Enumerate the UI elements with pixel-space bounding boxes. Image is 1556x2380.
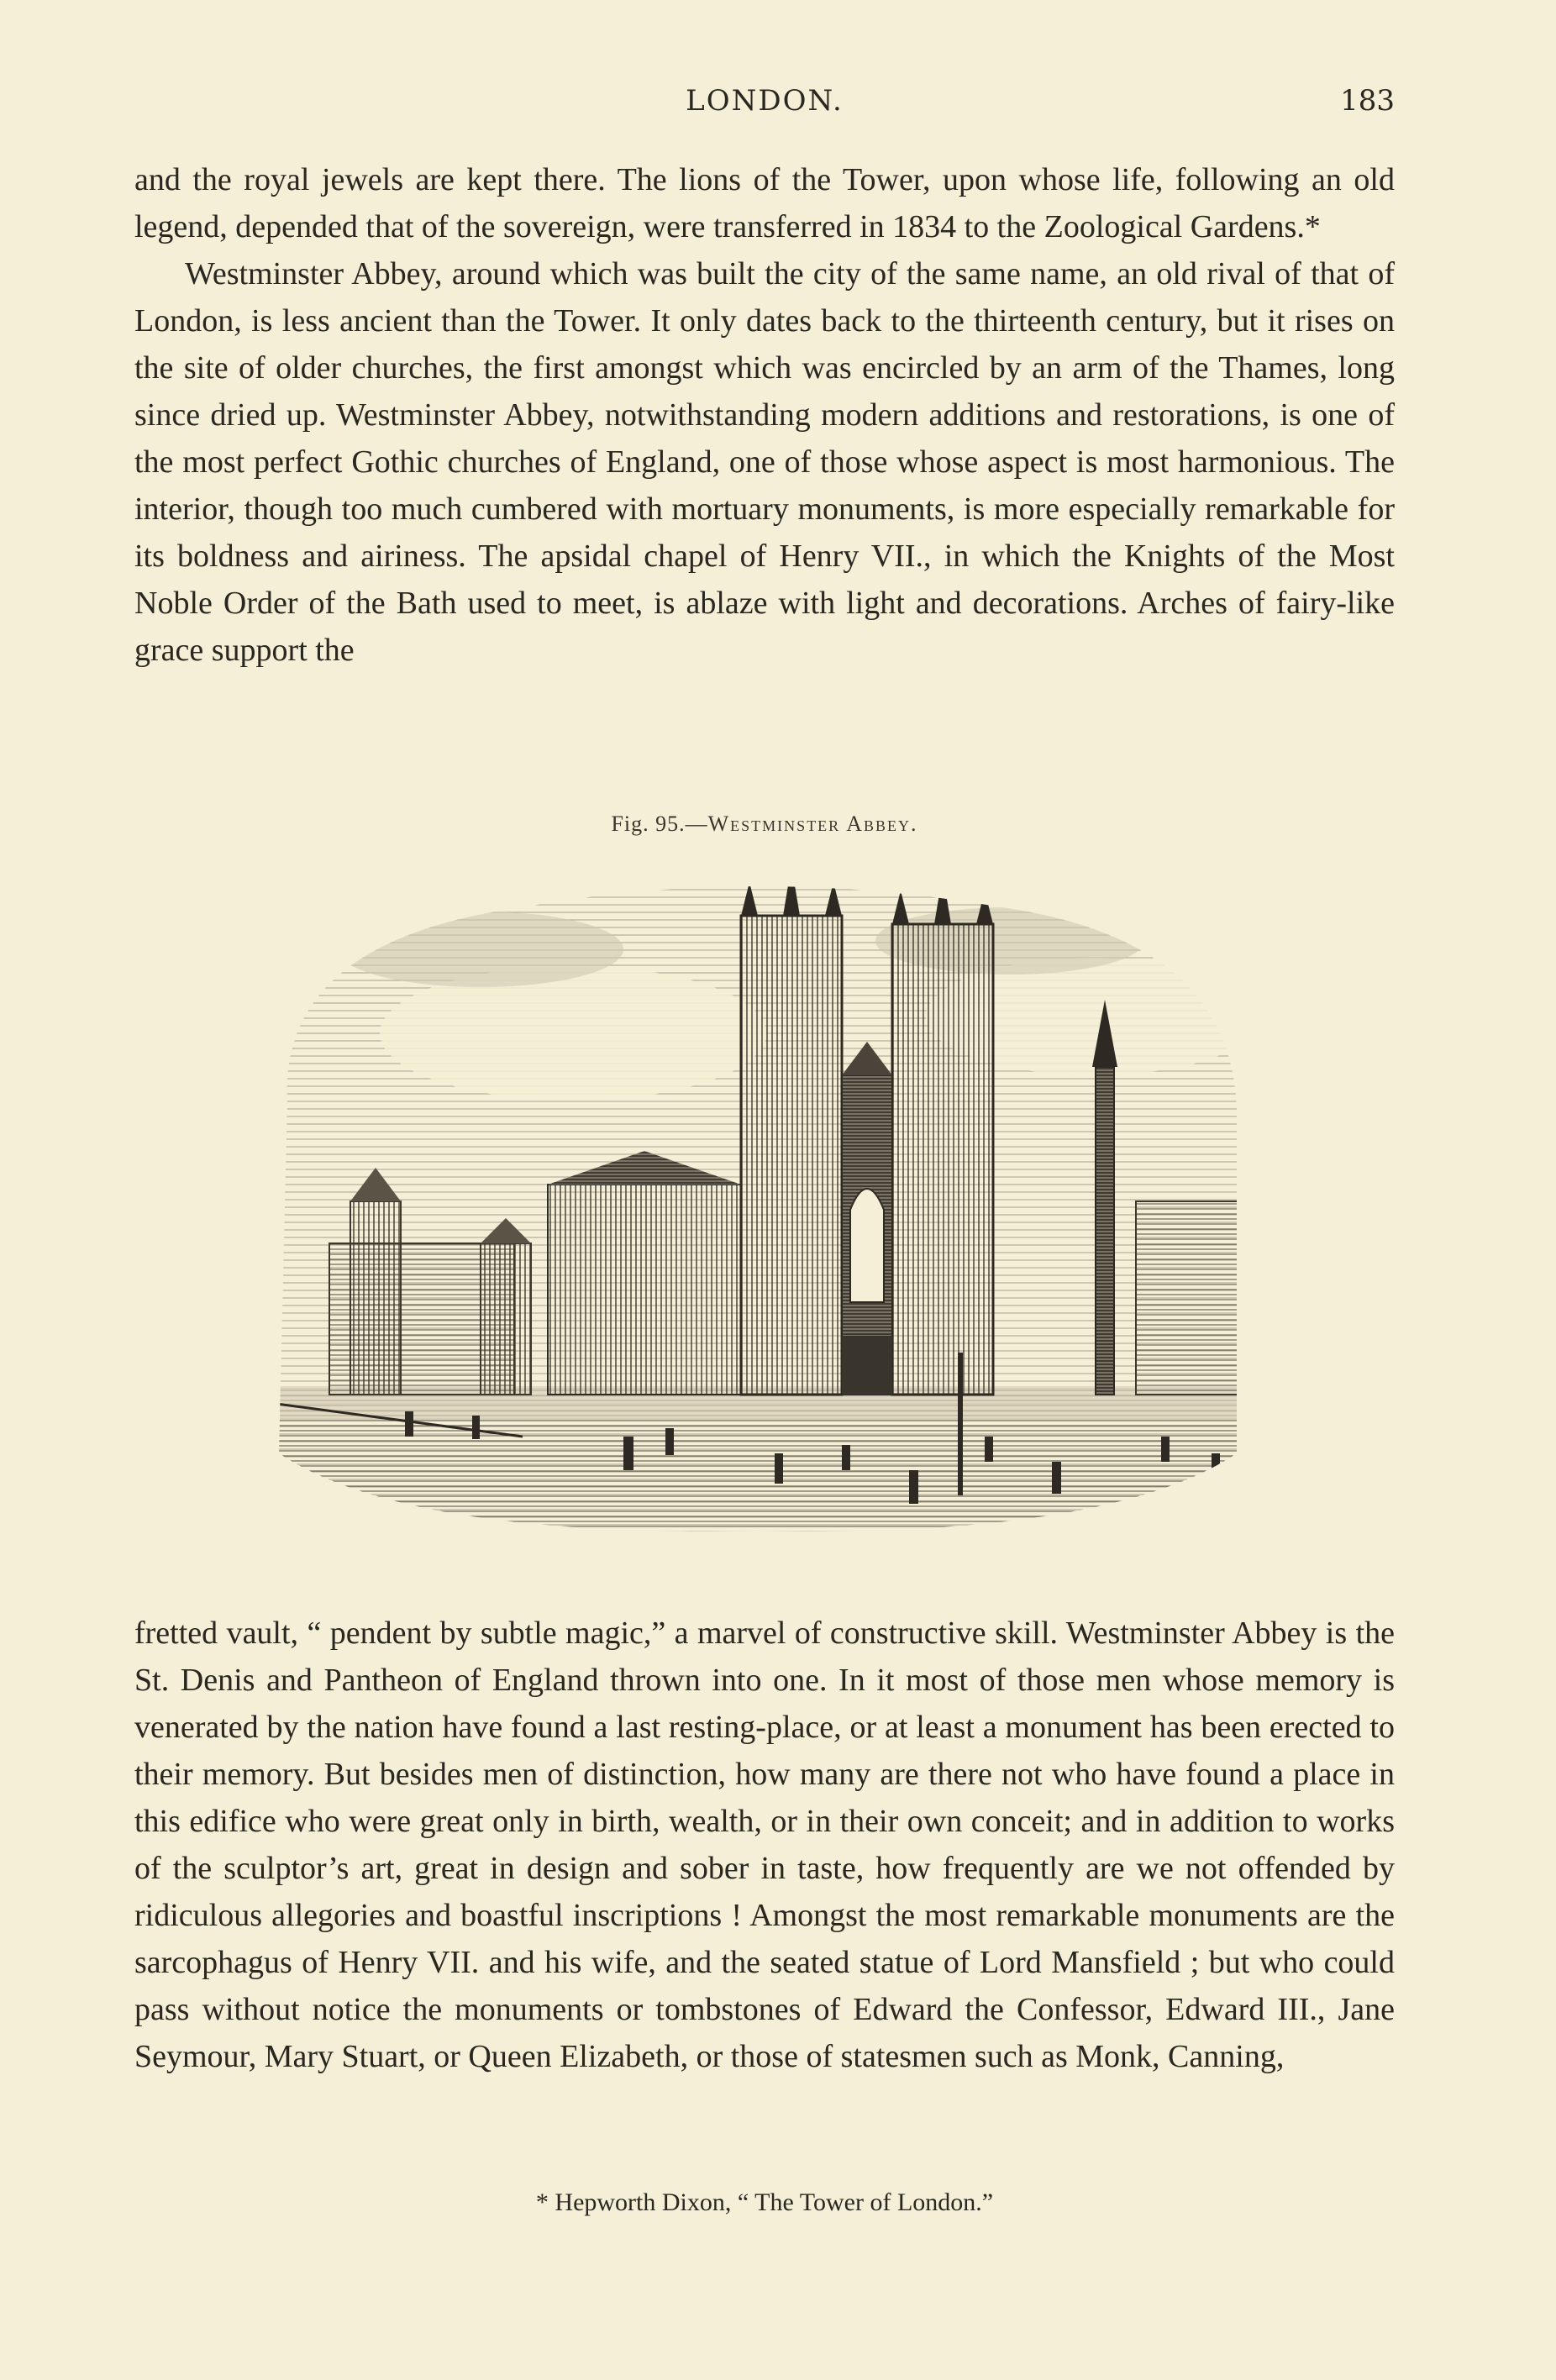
paragraph: fretted vault, “ pendent by subtle magic,” a marvel of constructive skill. Westminster Abbey is the St. Denis and Pantheon of England thrown into one. In it most of those men whose memory is venerated by the nation have found a last resting-place, or at least a monument has been erected to their memory. But besides men of distinction, how many are there not who have found a place in this edifice who were great only in birth, wealth, or in their own conceit; and in addition to works of the sculptor’s art, great in design and sober in taste, how frequently are we not offended by ridiculous allegories and boastful inscriptions ! Amongst the most remarkable monuments are the sarcophagus of Henry VII. and his wife, and the seated statue of Lord Mansfield ; but who could pass without notice the monuments or tombstones of Edward the Confessor, Edward III., Jane Seymour, Mary Stuart, or Queen Elizabeth, or those of statesmen such as Monk, Canning, <box>134 1616 1395 2074</box>
figure-caption-title: Westminster Abbey. <box>707 812 918 836</box>
figure-caption <box>134 812 1395 837</box>
figure-caption-prefix: Fig. 95.— <box>611 812 708 836</box>
body-text-bottom <box>134 1610 1395 2080</box>
body-text-top <box>134 156 1395 674</box>
engraving-illustration <box>271 848 1248 1537</box>
running-title: LONDON. <box>686 84 844 118</box>
footnote: * Hepworth Dixon, “ The Tower of London.” <box>535 2188 994 2216</box>
running-head <box>134 84 1395 126</box>
page-number: 183 <box>1340 84 1395 118</box>
paragraph: Westminster Abbey, around which was built the city of the same name, an old rival of that of London, is less ancient than the Tower. It only dates back to the thirteenth century, but it rises on the site of older churches, the first amongst which was encircled by an arm of the Thames, long since dried up. Westminster Abbey, notwithstanding modern additions and restorations, is one of the most perfect Gothic churches of England, one of those whose aspect is most harmonious. The interior, though too much cumbered with mortuary monuments, is more especially remarkable for its boldness and airiness. The apsidal chapel of Henry VII., in which the Knights of the Most Noble Order of the Bath used to meet, is ablaze with light and decorations. Arches of fairy-like grace support the <box>134 256 1395 668</box>
paragraph: and the royal jewels are kept there. The lions of the Tower, upon whose life, following an old legend, depended that of the sovereign, were transferred in 1834 to the Zoological Gardens.* <box>134 162 1395 244</box>
westminster-abbey-engraving <box>271 848 1248 1537</box>
